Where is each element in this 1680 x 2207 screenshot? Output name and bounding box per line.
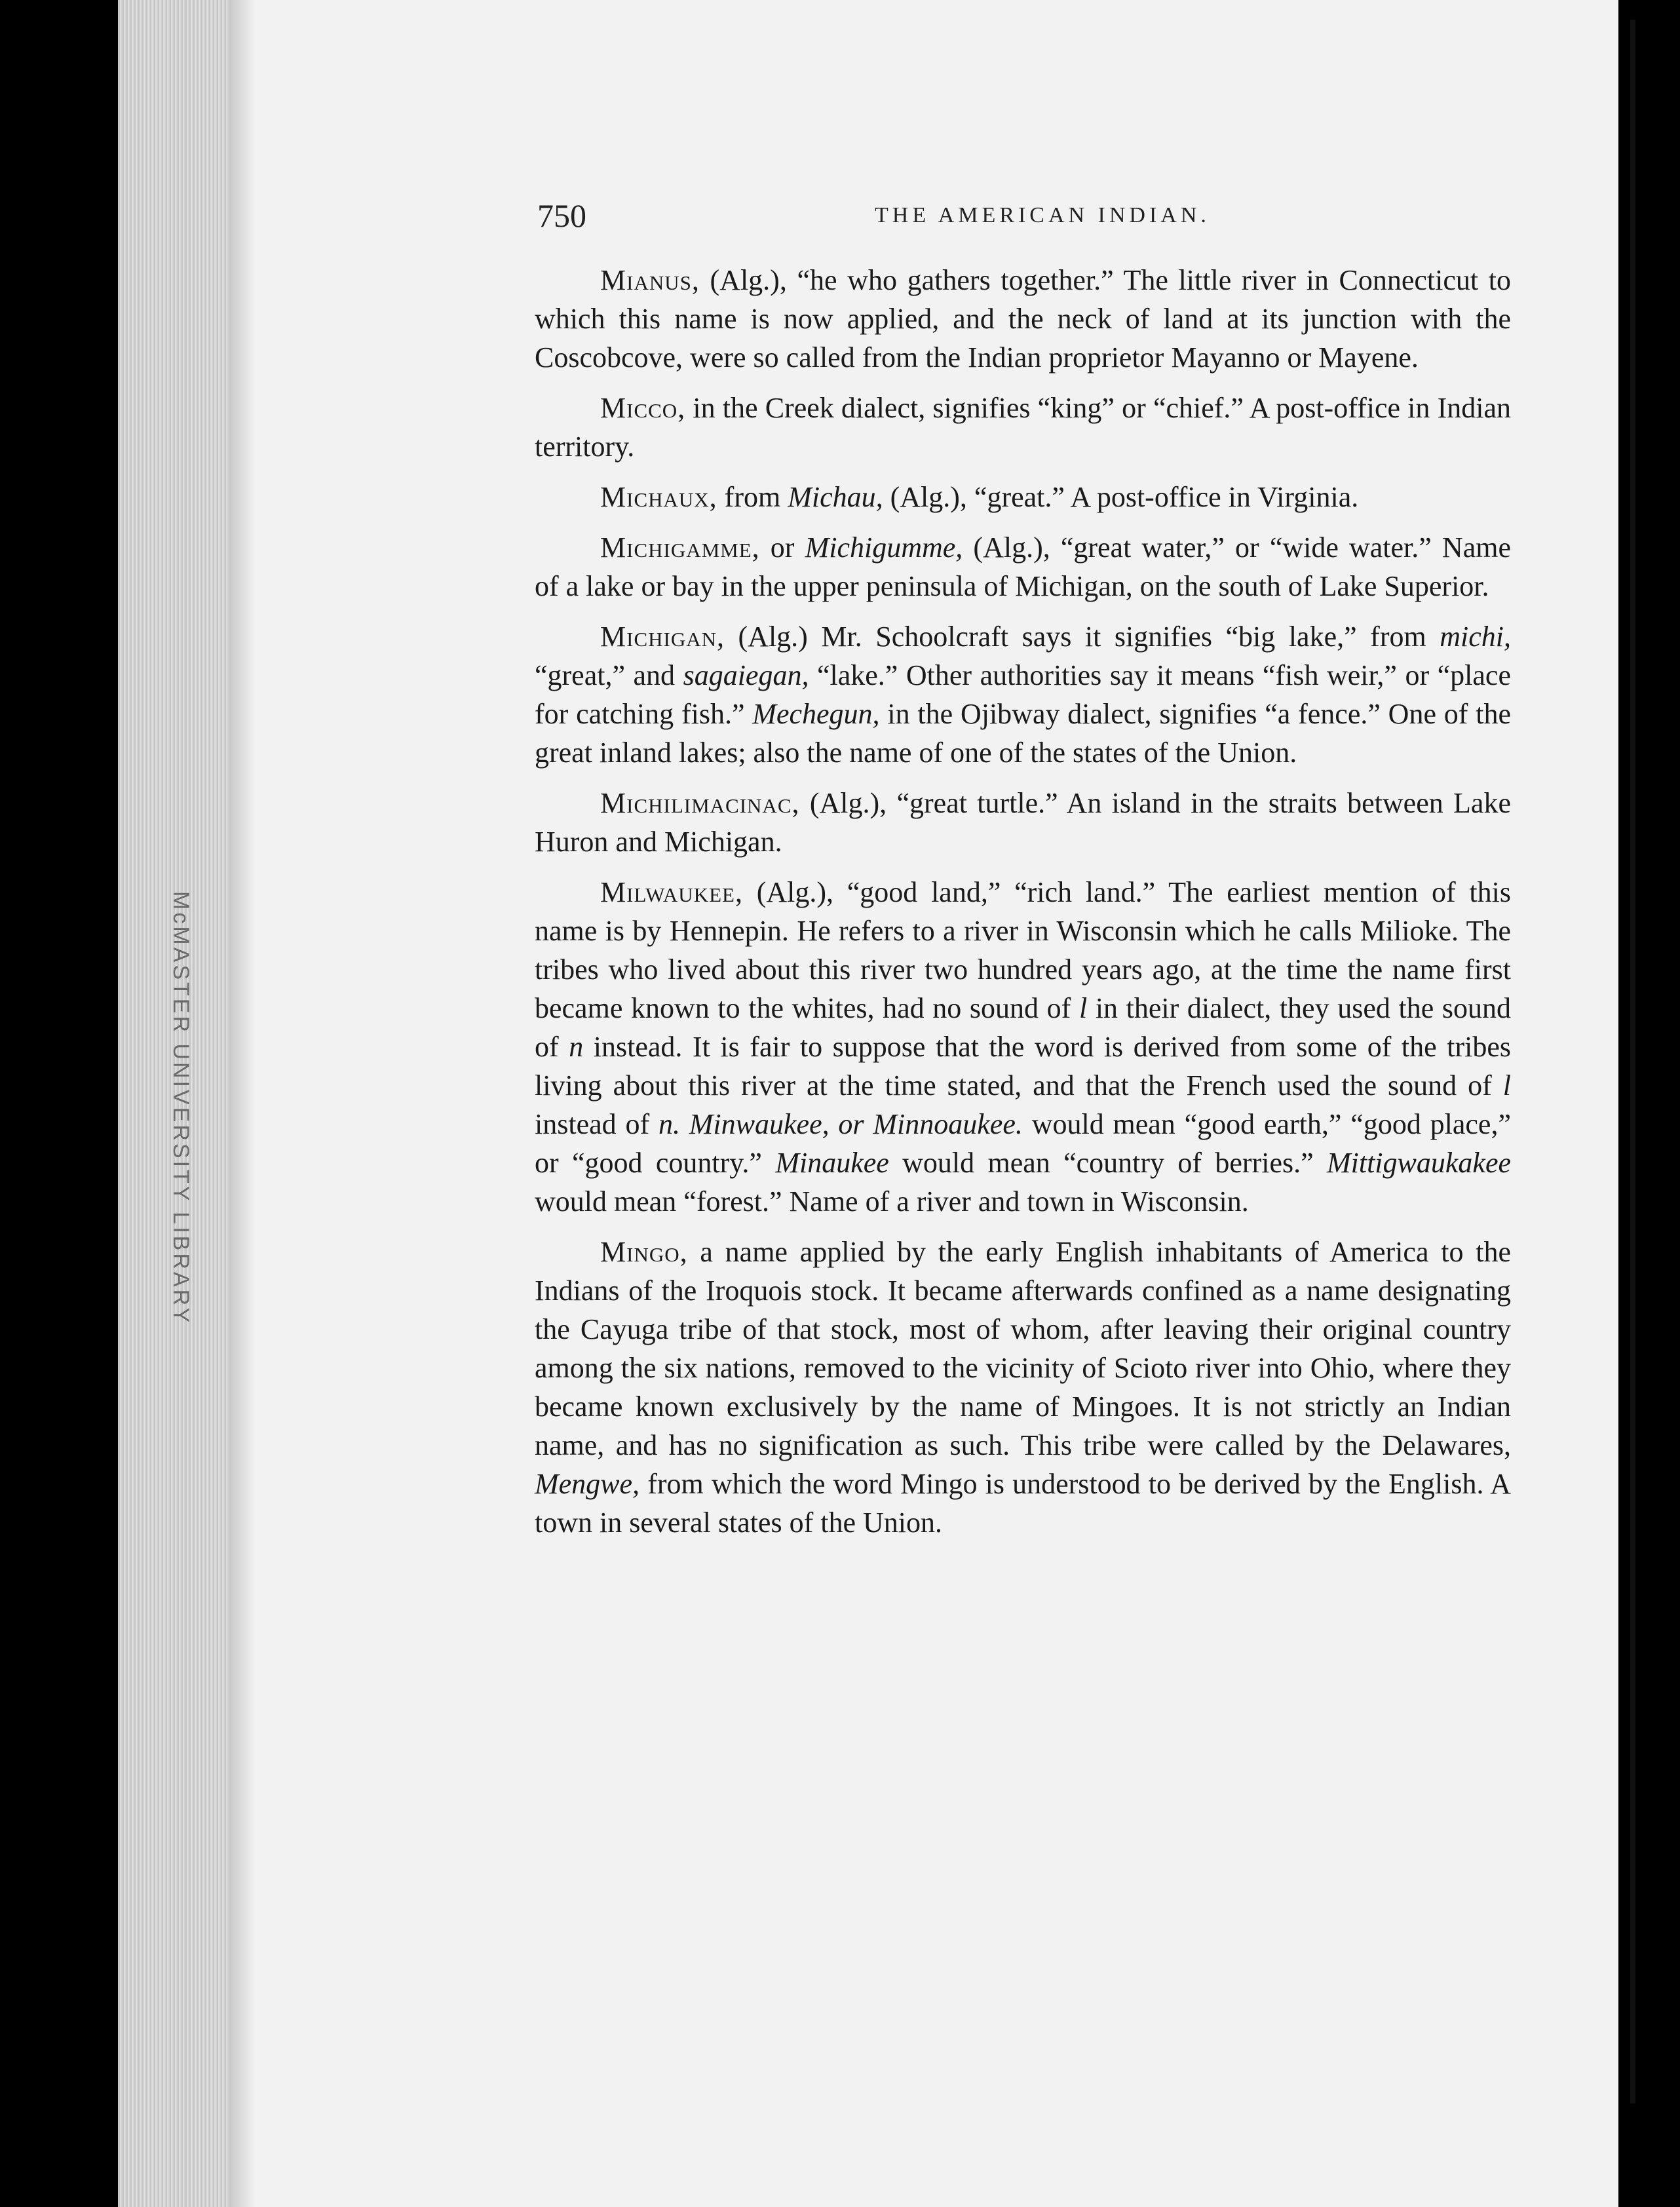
entry-milwaukee: Milwaukee, (Alg.), “good land,” “rich land.” The earliest mention of this name is by Hennepin. He refers to a river in Wisconsin which he calls Milioke. The tribes who lived about this river two hundred years ago, at the time the name first became known to the whites, had no sound of l in their dialect, they used the sound of n instead. It is fair to suppose that the word is derived from some of the tribes living about this river at the time stated, and that the French used the sound of l instead of n. Minwaukee, or Minnoaukee. would mean “good earth,” “good place,” or “good country.” Minaukee would mean “country of berries.” Mittigwaukakee would mean “forest.” Name of a river and town in Wisconsin. bbox=[535, 876, 1511, 1218]
headword: Michigamme, bbox=[600, 531, 760, 564]
headword: Milwaukee, bbox=[600, 876, 743, 908]
body-text bbox=[535, 261, 1511, 1554]
entry-michaux: Michaux, from Michau, (Alg.), “great.” A post-office in Virginia. bbox=[600, 481, 1359, 513]
entry-michigamme: Michigamme, or Michigumme, (Alg.), “great water,” or “wide water.” Name of a lake or bay in the upper peninsula of Michigan, on the south of Lake Superior. bbox=[535, 531, 1511, 602]
headword: Mingo, bbox=[600, 1236, 688, 1268]
headword: Michigan, bbox=[600, 621, 725, 653]
headword: Mianus, bbox=[600, 264, 700, 296]
entry-mianus: Mianus, (Alg.), “he who gathers together.” The little river in Connecticut to which this name is now applied, and the neck of land at its junction with the Coscobcove, were so called from the Indian proprietor Mayanno or Mayene. bbox=[535, 264, 1511, 374]
page-header bbox=[537, 197, 1507, 249]
page-number: 750 bbox=[537, 197, 586, 234]
headword: Michaux, bbox=[600, 481, 717, 513]
entry-micco: Micco, in the Creek dialect, signifies “king” or “chief.” A post-office in Indian territory. bbox=[535, 392, 1511, 463]
headword: Micco, bbox=[600, 392, 686, 424]
entry-michigan: Michigan, (Alg.) Mr. Schoolcraft says it signifies “big lake,” from michi, “great,” and sagaiegan, “lake.” Other authorities say it means “fish weir,” or “place for catching fish.” Mechegun, in the Ojibway dialect, signifies “a fence.” One of the great inland lakes; also the name of one of the states of the Union. bbox=[535, 621, 1511, 769]
library-stamp: McMASTER UNIVERSITY LIBRARY bbox=[168, 891, 193, 1326]
entry-mingo: Mingo, a name applied by the early English inhabitants of America to the Indians of the Iroquois stock. It became afterwards confined as a name designating the Cayuga tribe of that stock, most of whom, after leaving their original country among the six nations, removed to the vicinity of Scioto river into Ohio, where they became known exclusively by the name of Mingoes. It is not strictly an Indian name, and has no signification as such. This tribe were called by the Delawares, Mengwe, from which the word Mingo is understood to be derived by the English. A town in several states of the Union. bbox=[535, 1236, 1511, 1539]
headword: Michilimacinac, bbox=[600, 787, 800, 819]
entry-michilimacinac: Michilimacinac, (Alg.), “great turtle.” An island in the straits between Lake Huron and Michigan. bbox=[535, 787, 1511, 858]
running-head: THE AMERICAN INDIAN. bbox=[875, 203, 1210, 227]
page-right-border bbox=[1630, 20, 1635, 2103]
gutter-shadow bbox=[229, 0, 256, 2207]
